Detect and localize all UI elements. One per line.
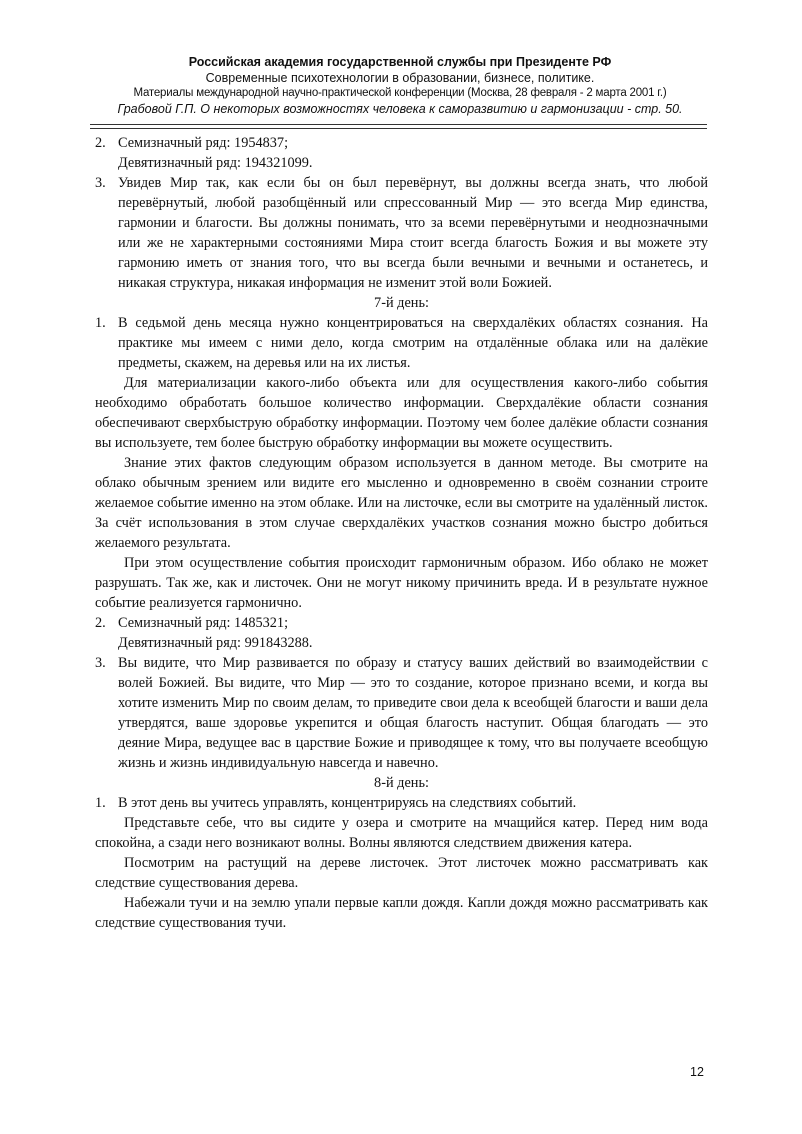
- header-rule-thin: [90, 128, 707, 129]
- list-number: 2.: [95, 135, 106, 151]
- paragraph: Для материализации какого-либо объекта или для осуществления какого-либо события необходимо обработать большое количество информации. Сверхдалёкие области сознания обеспечивают сверхбыструю обработку информации. Поэтому чем более далёкие области сознания вы используете, тем более быструю обработку информации вы можете осуществить.: [95, 375, 708, 451]
- list-item: [95, 173, 708, 293]
- header-citation: Грабовой Г.П. О некоторых возможностях человека к саморазвитию и гармонизации - стр. 50.: [117, 102, 683, 116]
- paragraph: Девятизначный ряд: 991843288.: [118, 635, 313, 651]
- list-item: [95, 653, 708, 773]
- paragraph: Вы видите, что Мир развивается по образу и статусу ваших действий во взаимодействии с волей Божией. Вы видите, что Мир — это то создание, которое признано всеми, и когда вы хотите изменить Мир по своим делам, то приведите свои дела к всеобщей благости и ваши дела утвердятся, ваше здоровье укрепится и общая благость наступит. Общая благодать — это деяние Мира, ведущее вас в царствие Божие и приводящее к тому, что вы получаете всеобщую жизнь и жизнь индивидуальную навсегда и навечно.: [118, 655, 708, 771]
- paragraph: Семизначный ряд: 1485321;: [118, 615, 289, 631]
- list-item: [95, 613, 708, 633]
- list-number: 3.: [95, 175, 106, 191]
- list-item: [95, 313, 708, 373]
- paragraph: В седьмой день месяца нужно концентрироваться на сверхдалёких областях сознания. На практике мы имеем с ними дело, когда смотрим на отдалённые облака или на далёкие предметы, скажем, на деревья или на их листья.: [118, 315, 708, 371]
- list-number: 1.: [95, 795, 106, 811]
- header-subtitle: Современные психотехнологии в образовании, бизнесе, политике.: [205, 71, 595, 85]
- page-number: 12: [690, 1065, 704, 1079]
- paragraph: Семизначный ряд: 1954837;: [118, 135, 289, 151]
- paragraph: В этот день вы учитесь управлять, концентрируясь на следствиях событий.: [118, 795, 577, 811]
- paragraph: Набежали тучи и на землю упали первые капли дождя. Капли дождя можно рассматривать как следствие существования тучи.: [95, 895, 708, 931]
- paragraph: При этом осуществление события происходит гармоничным образом. Ибо облако не может разрушать. Так же, как и листочек. Они не могут никому причинить вреда. И в результате нужное событие реализуется гармонично.: [95, 555, 708, 611]
- paragraph: Знание этих фактов следующим образом используется в данном методе. Вы смотрите на облако обычным зрением или видите его мысленно и одновременно в своём сознании строите желаемое событие именно на этом облаке. Или на листочке, если вы смотрите на удалённый листок. За счёт использования в этом случае сверхдалёких участков сознания можно быстро добиться желаемого результата.: [95, 455, 708, 551]
- page-header: [90, 54, 710, 117]
- paragraph: Девятизначный ряд: 194321099.: [118, 155, 313, 171]
- day-heading: 7-й день:: [374, 295, 429, 311]
- list-item: [95, 133, 708, 153]
- list-number: 3.: [95, 655, 106, 671]
- header-org: Российская академия государственной службы при Президенте РФ: [188, 55, 612, 69]
- list-number: 2.: [95, 615, 106, 631]
- list-item: [95, 793, 708, 813]
- paragraph: Увидев Мир так, как если бы он был перевёрнут, вы должны всегда знать, что любой перевёрнутый, любой разобщённый или спрессованный Мир — это всегда Мир единства, гармонии и благости. Вы должны понимать, что за всеми перевёрнутыми и неоднозначными или же не характерными состояниями Мира стоит всегда благость Божия и вы можете эту гармонию иметь от знания того, что вы всегда были вечными и вечными и останетесь, и никакая структура, никакая информация не изменит этой воли Божией.: [118, 175, 708, 291]
- header-conference: Материалы международной научно-практической конференции (Москва, 28 февраля - 2 марта 2001 г.): [133, 87, 667, 99]
- list-number: 1.: [95, 315, 106, 331]
- paragraph: Представьте себе, что вы сидите у озера и смотрите на мчащийся катер. Перед ним вода спокойна, а сзади него возникают волны. Волны являются следствием движения катера.: [95, 815, 708, 851]
- document-body: [95, 133, 708, 933]
- day-heading: 8-й день:: [374, 775, 429, 791]
- paragraph: Посмотрим на растущий на дереве листочек. Этот листочек можно рассматривать как следствие существования дерева.: [95, 855, 708, 891]
- header-rule-thick: [90, 124, 707, 125]
